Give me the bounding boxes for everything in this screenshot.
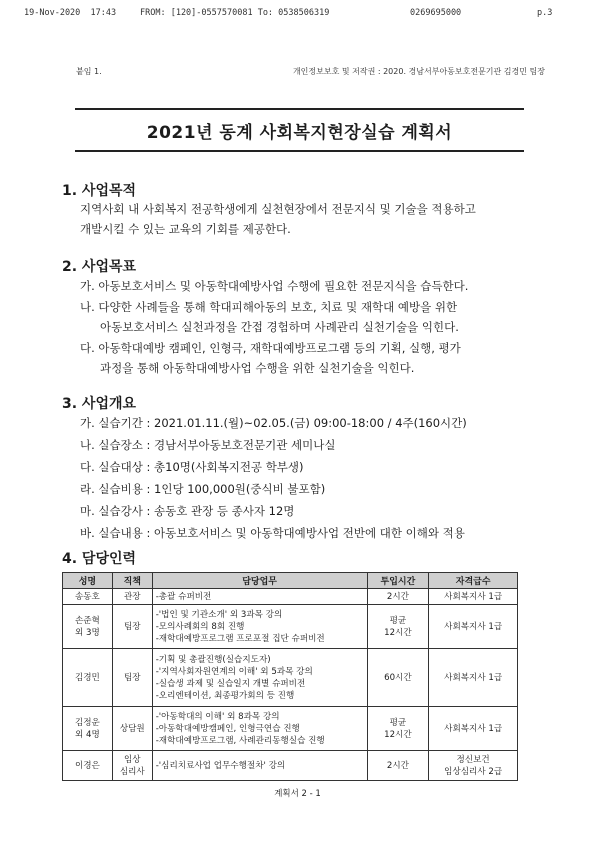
document-title: 2021년 동계 사회복지현장실습 계획서 (146, 122, 453, 143)
cell-position: 상담원 (112, 707, 152, 751)
cell-duties: -'법인 및 기관소개' 외 3과목 강의 -모의사례회의 8회 진행 -재학대예방프로그램 프로포절 집단 슈퍼비전 (152, 605, 367, 649)
cell-position: 팀장 (112, 605, 152, 649)
overview-line: 가. 실습기간 : 2021.01.11.(월)~02.05.(금) 09:00-18:00 / 4주(160시간) (80, 416, 467, 430)
overview-line: 다. 실습대상 : 총10명(사회복지전공 학부생) (80, 460, 304, 474)
goal-line: 가. 아동보호서비스 및 아동학대예방사업 수행에 필요한 전문지식을 습득한다. (80, 279, 469, 293)
title-box (75, 108, 524, 152)
cell-duties: -'아동학대의 이해' 외 8과목 강의 -아동학대예방캠페인, 인형극연습 진행 -재학대예방프로그램, 사례관리동행실습 진행 (152, 707, 367, 751)
copyright-notice: 개인정보보호 및 저작권 : 2020. 경남서부아동보호전문기관 김경민 팀장 (292, 67, 545, 76)
cell-name: 손준혁 외 3명 (63, 605, 113, 649)
cell-duties: -'심리치료사업 업무수행절차' 강의 (152, 751, 367, 781)
cell-hours: 평균 12시간 (367, 707, 429, 751)
table-row (63, 605, 518, 649)
header-position: 직책 (112, 573, 152, 589)
header-license: 자격급수 (429, 573, 518, 589)
cell-license: 사회복지사 1급 (429, 589, 518, 605)
cell-hours: 2시간 (367, 751, 429, 781)
fax-header (0, 8, 595, 22)
section-heading-purpose: 1. 사업목적 (62, 183, 137, 199)
fax-number: 0269695000 (410, 8, 462, 18)
cell-position: 팀장 (112, 649, 152, 707)
header-name: 성명 (63, 573, 113, 589)
page-footer: 계획서 2 - 1 (274, 789, 321, 799)
cell-license: 정신보건 임상심리사 2급 (429, 751, 518, 781)
cell-hours: 60시간 (367, 649, 429, 707)
fax-page: p.3 (537, 8, 553, 18)
header-hours: 투입시간 (367, 573, 429, 589)
cell-position: 관장 (112, 589, 152, 605)
cell-duties: -총괄 슈퍼비전 (152, 589, 367, 605)
cell-duties: -기획 및 총괄진행(실습지도자) -'지역사회자원연계의 이해' 외 5과목 강의 -실습생 과제 및 실습일지 개별 슈퍼비전 -오리엔테이션, 최종평가회의 등 진행 (152, 649, 367, 707)
table-row (63, 751, 518, 781)
goal-line: 과정을 통해 아동학대예방사업 수행을 위한 실천기술을 익힌다. (100, 361, 415, 375)
goal-line: 나. 다양한 사례들을 통해 학대피해아동의 보호, 치료 및 재학대 예방을 위한 (80, 300, 458, 314)
cell-license: 사회복지사 1급 (429, 649, 518, 707)
cell-name: 송동호 (63, 589, 113, 605)
purpose-line: 개발시킬 수 있는 교육의 기회를 제공한다. (80, 222, 291, 236)
table-row (63, 589, 518, 605)
section-heading-goals: 2. 사업목표 (62, 259, 137, 275)
section-heading-staff: 4. 담당인력 (62, 551, 137, 567)
table-row (63, 707, 518, 751)
table-header-row (63, 573, 518, 589)
cell-license: 사회복지사 1급 (429, 707, 518, 751)
cell-name: 김정운 외 4명 (63, 707, 113, 751)
document-top-line (76, 66, 545, 80)
purpose-line: 지역사회 내 사회복지 전공학생에게 실천현장에서 전문지식 및 기술을 적용하고 (80, 202, 476, 216)
cell-hours: 2시간 (367, 589, 429, 605)
overview-line: 마. 실습강사 : 송동호 관장 등 종사자 12명 (80, 504, 295, 518)
goal-line: 아동보호서비스 실천과정을 간접 경험하며 사례관리 실천기술을 익힌다. (100, 320, 459, 334)
fax-from-to: FROM: [120]-0557570081 To: 0538506319 (140, 8, 330, 18)
cell-name: 이경은 (63, 751, 113, 781)
overview-line: 나. 실습장소 : 경남서부아동보호전문기관 세미나실 (80, 438, 336, 452)
cell-name: 김경민 (63, 649, 113, 707)
staff-table (62, 572, 518, 781)
cell-license: 사회복지사 1급 (429, 605, 518, 649)
annex-label: 붙임 1. (76, 67, 102, 76)
section-heading-overview: 3. 사업개요 (62, 396, 137, 412)
overview-line: 바. 실습내용 : 아동보호서비스 및 아동학대예방사업 전반에 대한 이해와 적용 (80, 526, 465, 540)
cell-hours: 평균 12시간 (367, 605, 429, 649)
table-row (63, 649, 518, 707)
goal-line: 다. 아동학대예방 캠페인, 인형극, 재학대예방프로그램 등의 기획, 실행, 평가 (80, 341, 461, 355)
header-duties: 담당업무 (152, 573, 367, 589)
cell-position: 임상 심리사 (112, 751, 152, 781)
overview-line: 라. 실습비용 : 1인당 100,000원(중식비 불포함) (80, 482, 326, 496)
fax-date-time: 19-Nov-2020 17:43 (24, 8, 117, 18)
